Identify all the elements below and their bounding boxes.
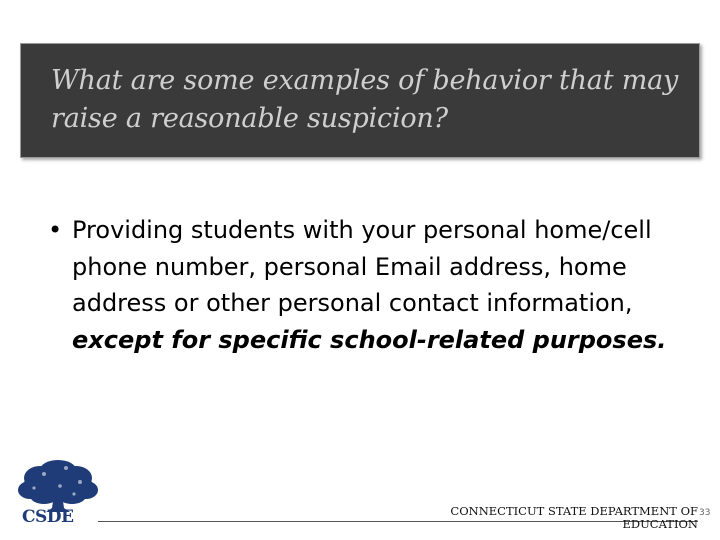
slide-title: What are some examples of behavior that may raise a reasonable suspicion? xyxy=(51,65,679,134)
footer-organization: CONNECTICUT STATE DEPARTMENT OF EDUCATION xyxy=(450,504,698,531)
logo-text: CSDE xyxy=(22,507,74,527)
bullet-text: Providing students with your personal home/cell phone number, personal Email address, home address or other personal contact information, xyxy=(72,216,652,317)
title-bar xyxy=(20,43,700,158)
bullet-item xyxy=(48,212,668,358)
bullet-emphasis-text: except for specific school-related purposes. xyxy=(72,325,667,354)
slide-number: 33 xyxy=(699,508,711,518)
bullet-icon: • xyxy=(48,216,63,244)
bullet-list xyxy=(48,212,668,358)
